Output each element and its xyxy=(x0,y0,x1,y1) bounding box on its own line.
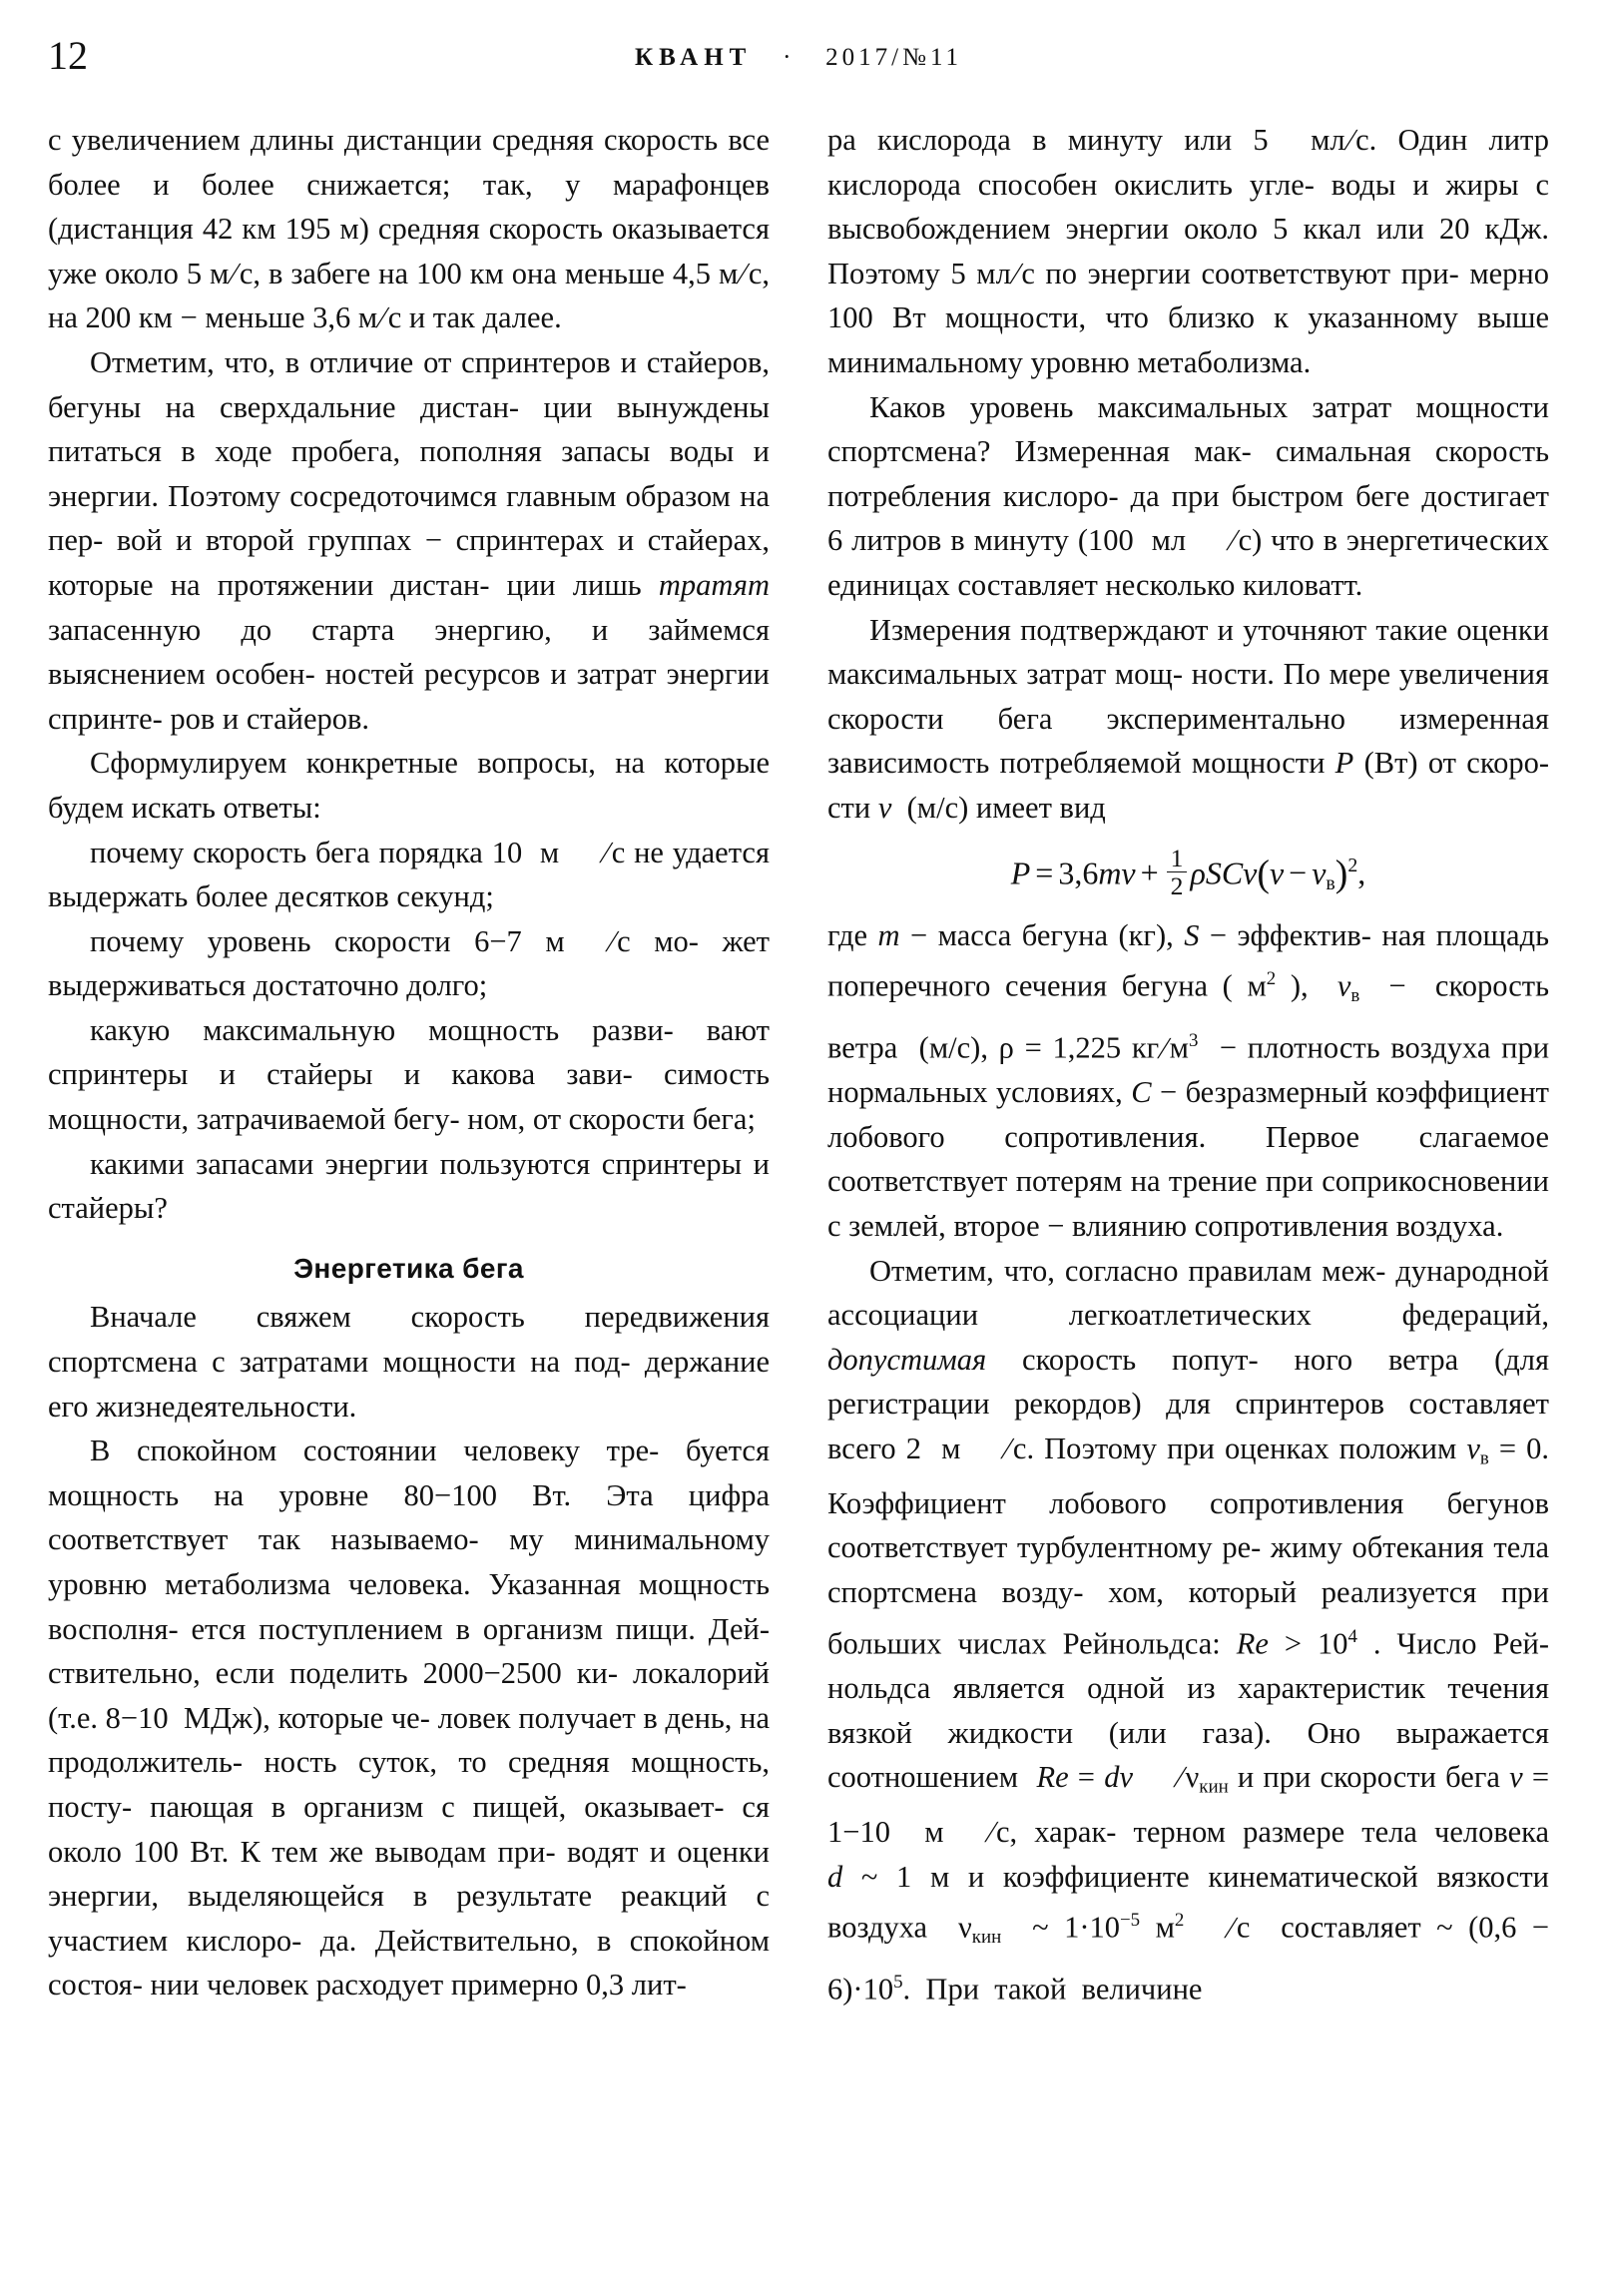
result-dot: · xyxy=(852,1972,863,2007)
Re-greater-than: > xyxy=(1284,1626,1303,1661)
Re-exponent: 4 xyxy=(1347,1625,1357,1647)
nu-unit-exponent: 2 xyxy=(1174,1910,1185,1932)
symbol-rho: ρ xyxy=(998,1030,1014,1065)
unit-watt: Вт xyxy=(1373,746,1408,781)
symbol-Re: Re xyxy=(1236,1626,1269,1661)
Re-denominator-sub: кин xyxy=(1199,1776,1229,1798)
italic-emphasis-tratyat: тратят xyxy=(658,567,770,602)
fraction-denominator: 2 xyxy=(1167,871,1188,899)
paragraph-max-power: Каков уровень максимальных затрат мощности спортсмена? Измеренная мак- симальная скорость потребления кислоро- да при быстром беге достигает 6 литров в минуту (100 мл /с) что в энергетических единицах составляет несколько киловатт. xyxy=(827,389,1549,602)
result-base: 10 xyxy=(862,1972,894,2007)
journal-title: КВАНТ xyxy=(634,44,753,71)
formula-term2-vars: ρSCv xyxy=(1190,854,1258,890)
rho-value: 1,225 xyxy=(1052,1030,1122,1065)
result-exponent: 5 xyxy=(893,1971,903,1993)
unit-area: м xyxy=(1247,969,1267,1004)
formula-plus: + xyxy=(1140,854,1159,890)
paragraph-rest-metabolism: В спокойном состоянии человеку тре- буется мощность на уровне 80−100 Вт. Эта цифра соответствует так называемо- му минимальному уровню метаболизма человека. Указанная мощность восполня- ется поступлением в организм пищи. Дей- ствительно, если поделить 2000−2500 ки- локалорий (т.е. 8−10 МДж), которые че- ловек получает в день, на продолжитель- ность суток, то средняя мощность, посту- пающая в организм с пищей, оказывает- ся около 100 Вт. К тем же выводам при- водят и оценки энергии, выделяющейся в результате реакций с участием кислоро- да. Действительно, в спокойном состоя- нии человек расходует примерно 0,3 лит- xyxy=(48,1434,770,2003)
symbol-Re-2: Re xyxy=(1036,1760,1069,1795)
fraction-numerator: 1 xyxy=(1170,843,1184,872)
italic-emphasis-dopustimaya: допустимая xyxy=(827,1342,987,1377)
header-separator: · xyxy=(752,44,826,71)
formula-coefficient: 3,6 xyxy=(1058,854,1099,890)
running-head xyxy=(0,30,1597,90)
formula-exponent: 2 xyxy=(1347,854,1358,876)
rho-unit-den: м xyxy=(1169,1030,1189,1065)
symbol-v-wind-sub-2: в xyxy=(1479,1447,1489,1469)
symbol-m: m xyxy=(877,917,900,952)
Re-base: 10 xyxy=(1317,1626,1348,1661)
wind-limit-value: 2 xyxy=(905,1432,921,1465)
body-columns xyxy=(48,118,1549,2274)
nu-exponent: −5 xyxy=(1119,1910,1141,1932)
d-value: 1 xyxy=(896,1859,912,1894)
paragraph-questions-intro: Сформулируем конкретные вопросы, на которые будем искать ответы: xyxy=(48,746,770,825)
nu-dot: · xyxy=(1079,1910,1090,1945)
symbol-v-wind-2: v xyxy=(1466,1432,1480,1465)
nu-value: 1 xyxy=(1064,1910,1080,1945)
Re-denominator-nu: ν xyxy=(1185,1760,1200,1795)
page-number: 12 xyxy=(48,33,88,78)
section-heading: Энергетика бега xyxy=(293,1252,524,1284)
formula-term1-vars: mv xyxy=(1098,854,1136,890)
journal-issue: 2017/№11 xyxy=(825,44,963,71)
right-column xyxy=(827,118,1549,2274)
paragraph-continuation: с увеличением длины дистанции средняя скорость все более и более снижается; так, у марафонцев (дистанция 42 км 195 м) средняя скорость оказывается уже около 5 м/с, в забеге на 100 км она меньше 4,5 м/с, на 200 км − меньше 3,6 м/с и так далее. xyxy=(48,123,770,335)
unit-area-exponent: 2 xyxy=(1266,968,1277,990)
symbol-v-wind: v xyxy=(1336,969,1351,1004)
paragraph-formula-legend: где m − масса бегуна (кг), S − эффектив- ная площадь поперечного сечения бегуна ( $м^2$ ), vв − скорость ветра (м/с), ρ = 1,225 $кг/м^3$ − плотность воздуха при нормальных условиях, C − безразмерный коэффициент лобового сопротивления. Первое слагаемое соответствует потерям на трение при соприкосновении с землей, второе − влиянию сопротивления воздуха. xyxy=(827,917,1550,1244)
formula-trailing-comma: , xyxy=(1357,854,1366,890)
formula-paren-close: ) xyxy=(1334,853,1348,895)
v-wind-value: 0 xyxy=(1526,1432,1542,1465)
left-column xyxy=(48,118,770,2274)
symbol-S: S xyxy=(1184,917,1200,952)
formula-one-half xyxy=(1167,845,1188,899)
nu-unit: м xyxy=(1155,1910,1175,1945)
v-range-value: 1−10 xyxy=(827,1815,890,1850)
paragraph-measurements: Измерения подтверждают и уточняют такие оценки максимальных затрат мощ- ности. По мере увеличения скорости бега экспериментально измеренная зависимость потребляемой мощности P (Вт) от скоро- сти v (м/с) имеет вид xyxy=(827,612,1549,825)
unit-mps: м/с xyxy=(916,790,959,825)
question-item-3: какую максимальную мощность разви- вают спринтеры и стайеры и какова зави- симость мощности, затрачиваемой бегу- ном, от скорости бега; xyxy=(48,1012,770,1137)
question-item-2: почему уровень скорости 6−7 м /с мо- жет выдерживаться достаточно долго; xyxy=(48,923,770,1003)
result-range: (0,6 − 6) xyxy=(827,1910,1550,2007)
symbol-v: v xyxy=(877,790,892,825)
paragraph-oxygen-energy: ра кислорода в минуту или 5 мл/с. Один литр кислорода способен окислить угле- воды и жиры с высвобождением энергии около 5 ккал или 20 кДж. Поэтому 5 мл/с по энергии соответствуют при- мерно 100 Вт мощности, что близко к указанному выше минимальному уровню метаболизма. xyxy=(827,123,1549,379)
result-approx-sign: ~ xyxy=(1436,1910,1453,1945)
rho-unit-num: кг xyxy=(1131,1030,1160,1065)
symbol-C: C xyxy=(1131,1075,1152,1110)
question-item-1: почему скорость бега порядка 10 м /с не удается выдержать более десятков секунд; xyxy=(48,835,770,914)
rho-unit-exponent: 3 xyxy=(1188,1029,1199,1051)
paragraph-wind-rules: Отметим, что, согласно правилам меж- дународной ассоциации легкоатлетических федераций, допустимая скорость попут- ного ветра (для регистрации рекордов) для спринтеров составляет всего 2 м /с. Поэтому при оценках положим vв = 0. Коэффициент лобового сопротивления бегунов соответствует турбулентному ре- жиму обтекания тела спортсмена возду- хом, который реализуется при больших числах Рейнольдса: $Re > 10^4$ . Число Рей- нольдса является одной из характеристик течения вязкой жидкости (или газа). Оно выражается соотношением Re = dv /νкин и при скорости бега v = 1−10 м /с, харак- терном размере тела человека d ~ 1 м и коэффициенте кинематической вязкости воздуха νкин ~ $1\cdot 10^{-5}$ $м^2$ /с составляет ~ $(0,6 - 6)\cdot 10^5$. При такой величине xyxy=(827,1253,1550,2007)
journal-header xyxy=(0,44,1597,72)
paragraph-energy-intro: Вначале свяжем скорость передвижения спортсмена с затратами мощности на под- держание его жизнедеятельности. xyxy=(48,1300,770,1424)
symbol-v-wind-sub: в xyxy=(1350,985,1360,1007)
symbol-v-2: v xyxy=(1509,1760,1523,1795)
display-formula-power xyxy=(827,845,1549,899)
symbol-P: P xyxy=(1334,746,1354,781)
d-approx-sign: ~ xyxy=(860,1859,878,1894)
formula-inner-v: v xyxy=(1269,854,1285,890)
formula-paren-open: ( xyxy=(1257,853,1270,895)
symbol-nu-sub: кин xyxy=(971,1927,1002,1949)
formula-lhs-P: P xyxy=(1010,854,1031,890)
question-item-4: какими запасами энергии пользуются спринтеры и стайеры? xyxy=(48,1146,770,1226)
formula-inner-v-wind: v xyxy=(1312,854,1327,890)
formula-minus: − xyxy=(1289,854,1308,890)
d-unit: м xyxy=(929,1859,950,1894)
nu-base: 10 xyxy=(1089,1910,1120,1945)
nu-unit-den: с xyxy=(1236,1910,1251,1945)
paragraph-sprinters-stayers: Отметим, что, в отличие от спринтеров и стайеров, бегуны на сверхдальние дистан- ции вынуждены питаться в ходе пробега, пополняя запасы воды и энергии. Поэтому сосредоточимся главным образом на пер- вой и второй группах − спринтерах и стайерах, которые на протяжении дистан- ции лишь тратят запасенную до старта энергию, и займемся выяснением особен- ностей ресурсов и затрат энергии спринте- ров и стайеров. xyxy=(48,344,770,736)
symbol-nu: ν xyxy=(957,1910,972,1945)
unit-mps-2: м/с xyxy=(928,1030,971,1065)
symbol-d: d xyxy=(827,1859,843,1894)
formula-wind-subscript: в xyxy=(1326,871,1335,894)
Re-numerator: dv xyxy=(1104,1760,1133,1795)
nu-approx-sign: ~ xyxy=(1032,1910,1049,1945)
formula-equals: = xyxy=(1035,854,1054,890)
